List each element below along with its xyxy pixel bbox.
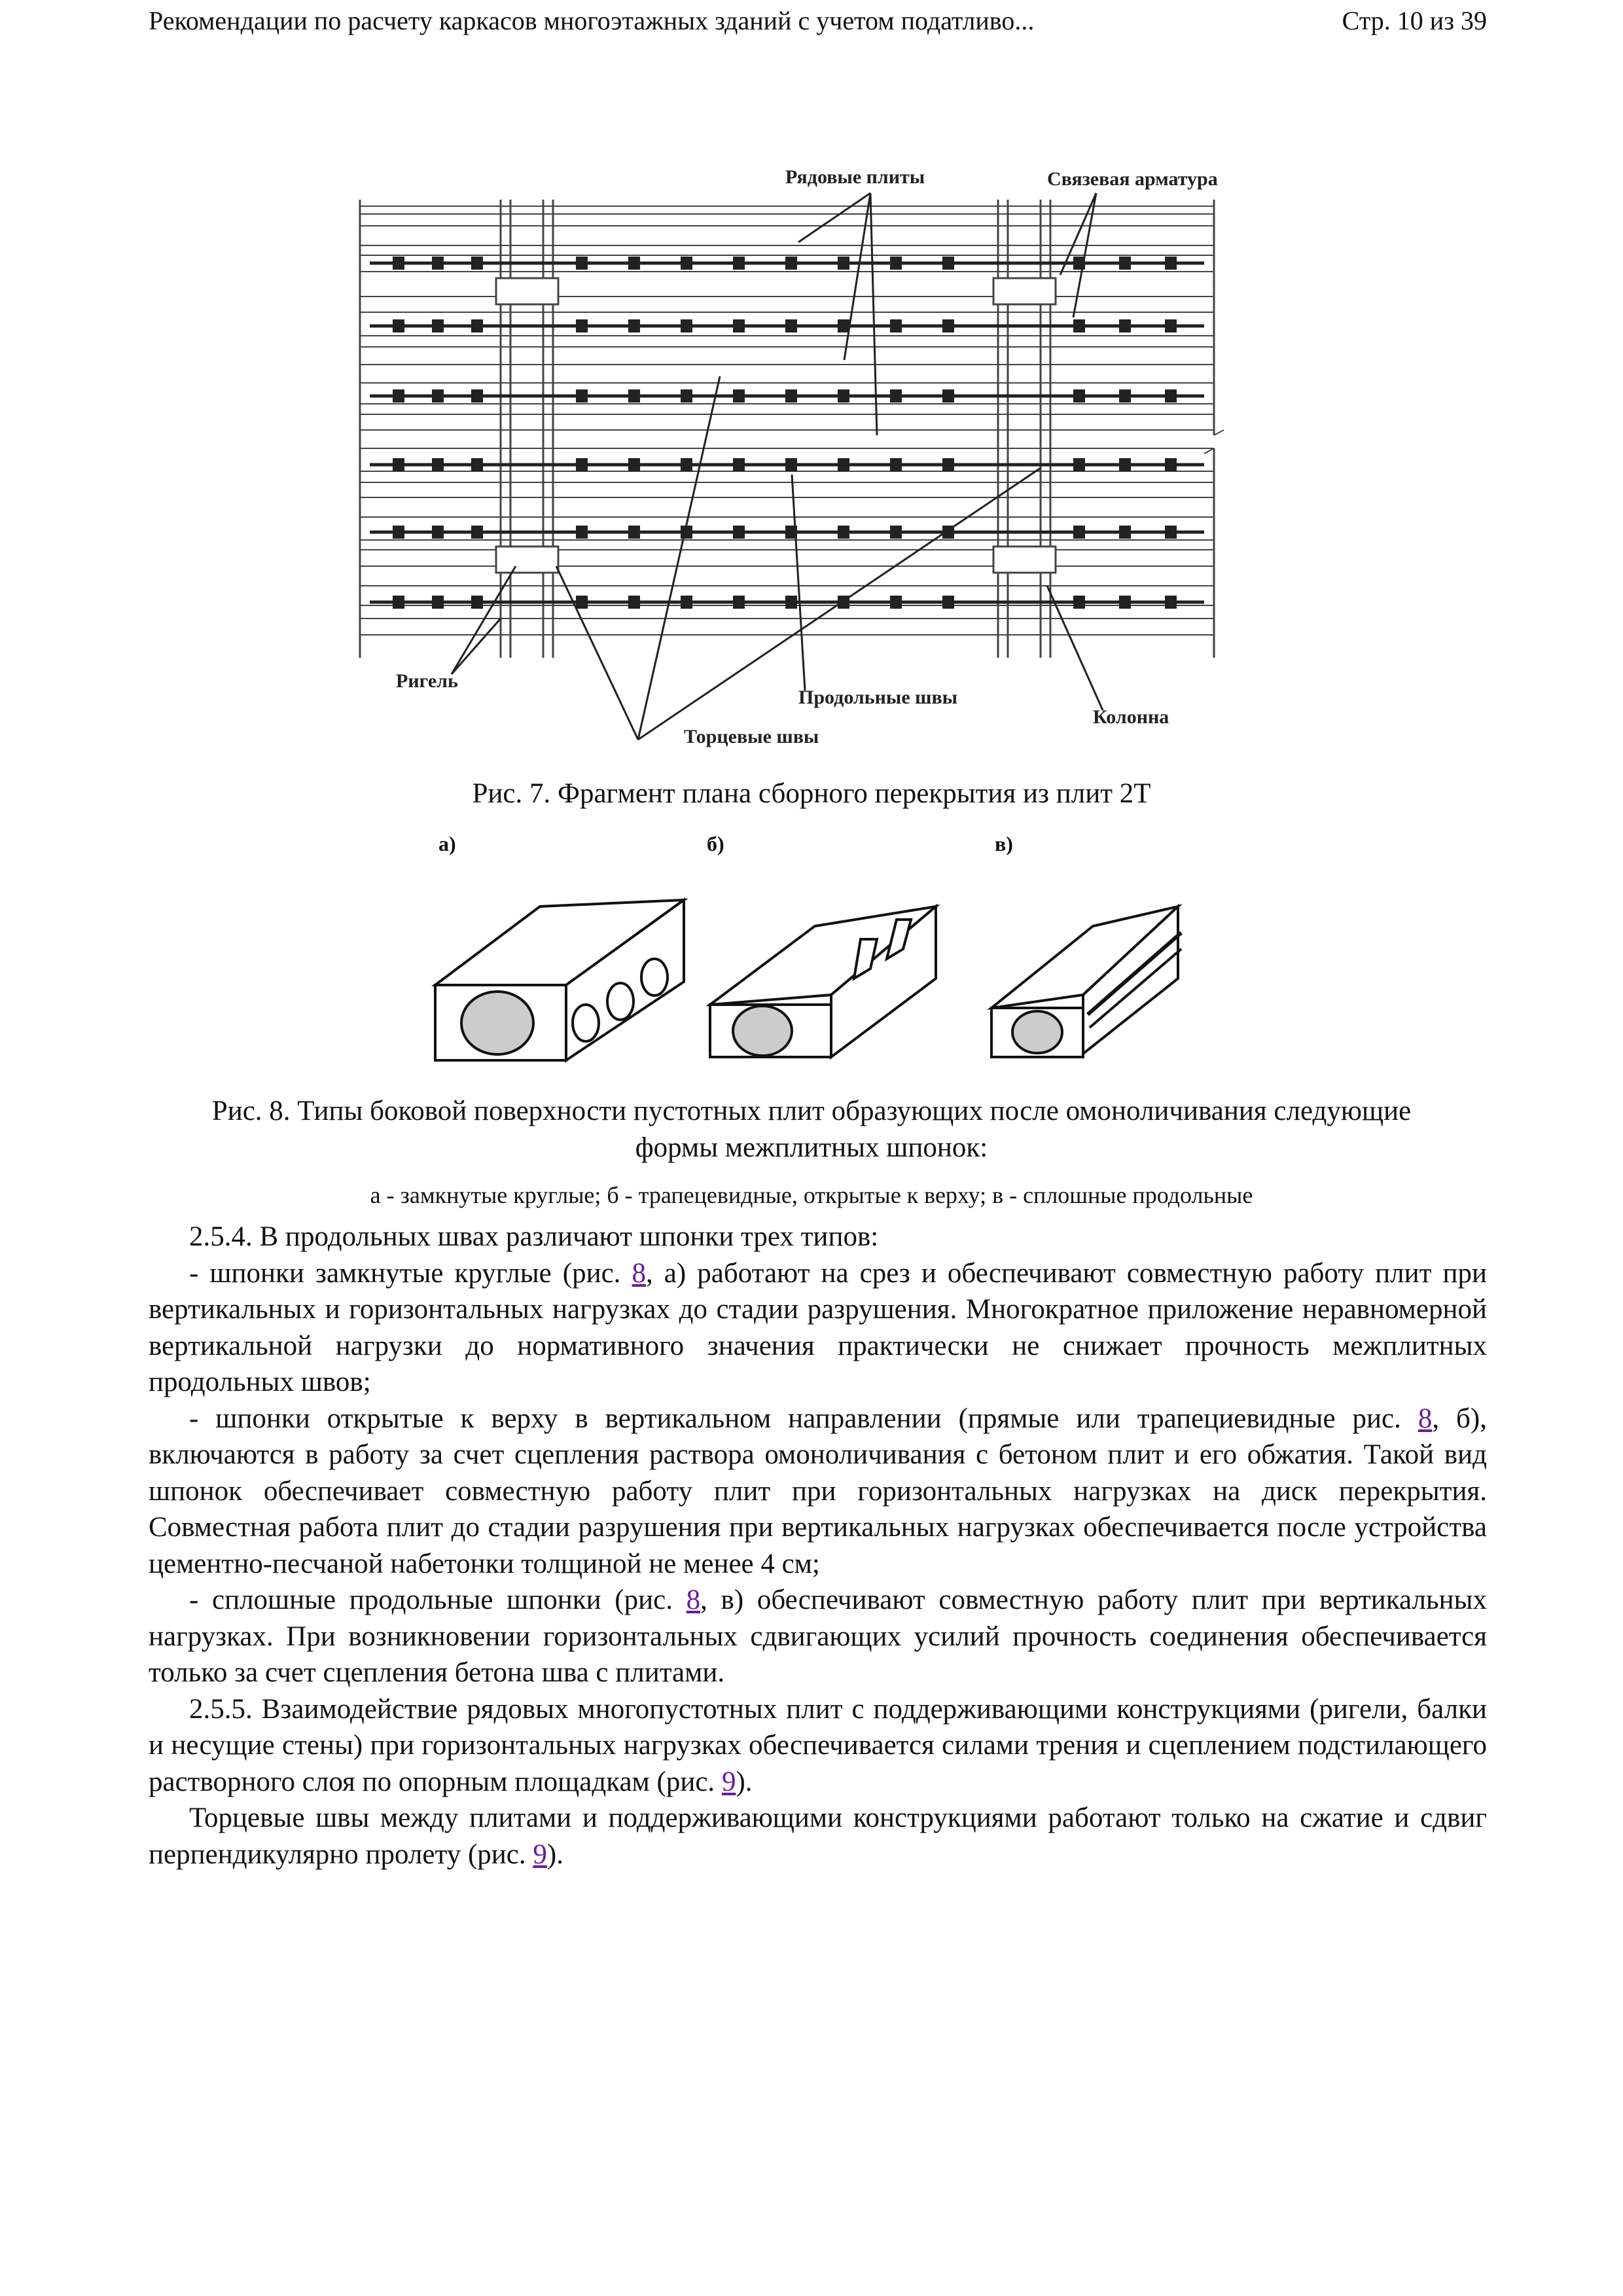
figure-9-link[interactable]: 9 [721, 1766, 736, 1797]
text-segment: 2.5.5. Взаимодействие рядовых многопустотных плит с поддерживающими конструкциями (ригели, балки и несущие стены) при горизонтальных нагрузках обеспечивается силами трения и сцеплением подстилающего растворного слоя по опорным площадкам (рис. [149, 1693, 1487, 1797]
tie-reinforcement [370, 263, 1204, 602]
text-segment: ). [546, 1839, 563, 1870]
label-longitudinal-joints: Продольные швы [798, 687, 958, 708]
label-column: Колонна [1093, 706, 1169, 728]
text-segment: - сплошные продольные шпонки (рис. [189, 1585, 687, 1615]
page-header [149, 5, 1487, 36]
figure-7-caption: Рис. 7. Фрагмент плана сборного перекрытия из плит 2Т [472, 778, 1151, 809]
paragraph-2-5-5 [149, 1691, 1487, 1801]
label-b: б) [707, 832, 724, 855]
slab-panel-lines [360, 206, 1214, 635]
paragraph-keys-open [149, 1401, 1487, 1583]
figure-8-caption: Рис. 8. Типы боковой поверхности пустотных плит образующих после омоноличивания следующие формы межплитных шпонок: [211, 1096, 1412, 1163]
label-regular-slabs: Рядовые плиты [785, 166, 925, 188]
text-segment: , а) работают на срез и обеспечивают совместную работу плит при вертикальных и горизонтальных нагрузках до стадии разрушения. Многократное приложение неравномерной вертикальной нагрузки до нормативного значения практически не снижает прочность межплитных продольных швов; [149, 1257, 1487, 1397]
document-title: Рекомендации по расчету каркасов многоэтажных зданий с учетом податливо... [149, 6, 1035, 35]
figure-8-link[interactable]: 8 [1418, 1403, 1433, 1434]
label-a: а) [438, 832, 456, 855]
text-segment: ). [736, 1766, 753, 1797]
text-segment: - шпонки замкнутые круглые (рис. [189, 1257, 632, 1289]
slab-type-b [710, 906, 936, 1057]
figure-8-slab-types [419, 828, 1204, 1064]
figure-8-link[interactable]: 8 [632, 1257, 646, 1289]
body-text [149, 1219, 1487, 1873]
label-v: в) [995, 832, 1013, 855]
text-segment: , б), включаются в работу за счет сцепления раствора омоноличивания с бетоном плит и его обжатия. Такой вид шпонок обеспечивает совместную работу плит при горизонтальных нагрузках на диск перекрытия. Совместная работа плит до стадии разрушения при вертикальных нагрузках обеспечивается после устройства цементно-песчаной набетонки толщиной не менее 4 см; [149, 1403, 1487, 1579]
figure-8-link[interactable]: 8 [686, 1585, 701, 1615]
figure-8-legend: а - замкнутые круглые; б - трапецевидные, открытые к верху; в - сплошные продольные [370, 1182, 1253, 1208]
figure-7-floor-plan [340, 160, 1283, 753]
slab-type-a [435, 900, 684, 1060]
page-counter: Стр. 10 из 39 [1342, 6, 1487, 35]
paragraph-keys-round [149, 1255, 1487, 1401]
paragraph-keys-continuous [149, 1582, 1487, 1691]
text-segment: - шпонки открытые к верху в вертикальном направлении (прямые или трапециевидные рис. [189, 1403, 1418, 1434]
figure-9-link[interactable]: 9 [533, 1839, 547, 1870]
paragraph-end-joints [149, 1800, 1487, 1873]
paragraph-2-5-4: 2.5.4. В продольных швах различают шпонки трех типов: [189, 1221, 879, 1252]
label-end-joints: Торцевые швы [684, 726, 819, 747]
label-crossbar: Ригель [396, 670, 458, 692]
slab-type-v [991, 906, 1181, 1057]
label-tie-reinforcement: Связевая арматура [1047, 168, 1218, 190]
text-segment: Торцевые швы между плитами и поддерживающими конструкциями работают только на сжатие и сдвиг перпендикулярно пролету (рис. [149, 1803, 1487, 1870]
text-segment: , в) обеспечивают совместную работу плит при вертикальных нагрузках. При возникновении горизонтальных сдвигающих усилий прочность соединения обеспечивается только за счет сцепления бетона шва с плитами. [149, 1585, 1487, 1688]
